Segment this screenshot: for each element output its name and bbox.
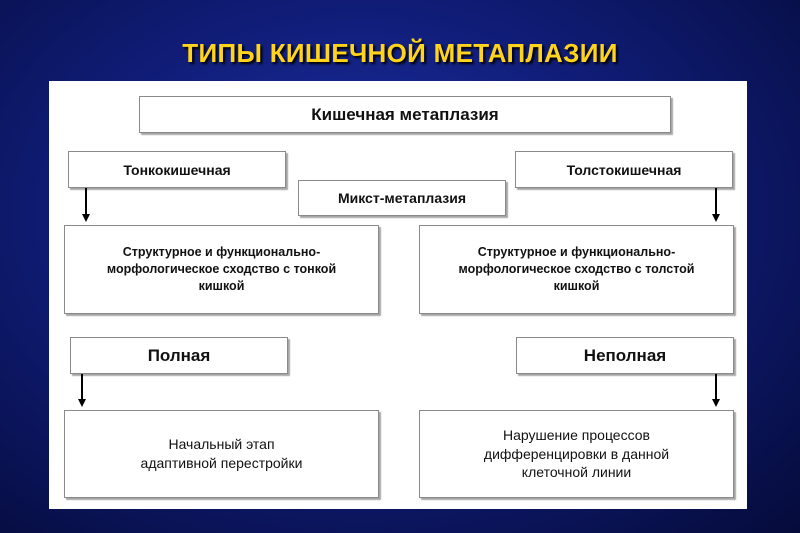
root-node-label: Кишечная метаплазия (311, 104, 499, 124)
slide-title: ТИПЫ КИШЕЧНОЙ МЕТАПЛАЗИИ (182, 38, 618, 68)
large-similarity-text: Структурное и функционально-морфологическое сходство с толстой кишкой (458, 245, 695, 293)
incomplete-label: Неполная (583, 345, 667, 365)
large-intestine-label: Толстокишечная (566, 161, 682, 178)
small-intestine-label: Тонкокишечная (123, 161, 231, 178)
small-similarity-text: Структурное и функционально-морфологическое сходство с тонкой кишкой (106, 245, 337, 293)
complete-desc-text: Начальный этап адаптивной перестройки (140, 436, 303, 471)
incomplete-desc-text: Нарушение процессов дифференцировки в данной клеточной линии (483, 426, 670, 481)
complete-label: Полная (147, 345, 211, 365)
mixed-metaplasia-label: Микст-метаплазия (337, 190, 467, 206)
